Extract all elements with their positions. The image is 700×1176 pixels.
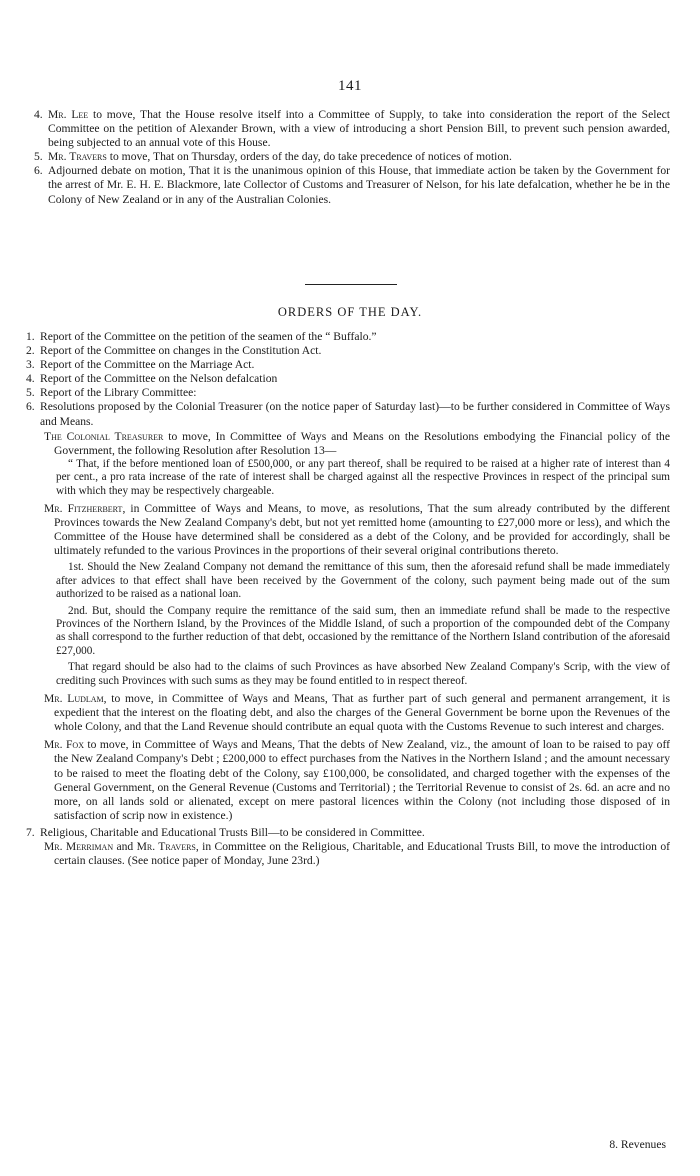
fitzherbert-motion: [26, 502, 670, 558]
order-number: 4.: [26, 372, 35, 386]
order-number: 3.: [26, 358, 35, 372]
notice-text: to move, That on Thursday, orders of the day, do take precedence of notices of motion.: [106, 150, 512, 164]
order-number: 5.: [26, 386, 35, 400]
member-name: Mr. Lee: [48, 108, 89, 121]
notice-item: [34, 150, 670, 164]
notice-number: 5.: [34, 150, 43, 164]
motion-text: , in Committee on the Religious, Charitable, and Educational Trusts Bill, to move the introduction of certain clauses. (See notice paper of Monday, June 23rd.): [54, 840, 670, 868]
treasurer-resolution-quote: “ That, if the before mentioned loan of £500,000, or any part thereof, shall be required to be raised at a higher rate of interest than 4 per cent., a pro rata increase of the rate of interest shall be charged against all the respective Provinces in respect of the principal sum with which they may be respectively chargeable.: [56, 457, 670, 497]
order-text: Report of the Committee on the Marriage Act.: [40, 358, 255, 372]
notice-number: 4.: [34, 108, 43, 121]
member-name: Mr. Travers: [48, 150, 107, 164]
page-number: 141: [338, 78, 362, 94]
treasurer-motion: [26, 430, 670, 458]
section-divider: [305, 284, 397, 285]
notice-number: 6.: [34, 164, 43, 178]
fitzherbert-clause-second: 2nd. But, should the Company require the remittance of the said sum, then an immediate refund shall be made to the respective Provinces of the Northern Island, by the Provinces of the Middle Island, of such a proportion of the compounded debt of the Company as shall correspond to the further reduction of that debt, occasioned by the remittance of the Northern Island contribution of the aforesaid £27,000.: [56, 604, 670, 657]
order-text: Report of the Library Committee:: [40, 386, 197, 400]
notice-item: [34, 108, 670, 150]
order-item: [26, 372, 670, 386]
member-name: Mr. Merriman: [44, 840, 114, 854]
motion-text: , in Committee of Ways and Means, to move, as resolutions, That the sum already contributed by the different Provinces towards the New Zealand Company's debt, but not yet remitted home (amounting to £27,000 more or less), and which the Committee of the House have determined shall be considered as a debt of the Colony, and be provided for accordingly, shall be ultimately refunded to the various Provinces in the proportions of their several original contributions thereto.: [54, 502, 670, 558]
order-item: [26, 344, 670, 358]
motion-text: to move, in Committee of Ways and Means, That the debts of New Zealand, viz., the amount of loan to be raised to pay off the New Zealand Company's Debt ; £200,000 to effect purchases from the Natives in the Northern Island ; and the amount necessary to be raised to meet the floating debt of the Colony, say £100,000, be consolidated, and charged together with the expenses of the General Government, on the General Revenue (Customs and Territorial) ; the Territorial Revenue to consist of 2s. 6d. an acre and no more, on all lands sold or alienated, except on mere pastoral licences within the Colony (not including those disposed of in satisfaction of scrip now in existence.): [54, 738, 670, 822]
order-text: Report of the Committee on changes in the Constitution Act.: [40, 344, 322, 358]
member-name: Mr. Ludlam: [44, 692, 104, 706]
order-number: 7.: [26, 825, 35, 839]
notice-text: Adjourned debate on motion, That it is the unanimous opinion of this House, that immediate action be taken by the Government for the arrest of Mr. E. H. E. Blackmore, late Collector of Customs and Treasurer of Nelson, for his late defalcation, whether he be in the Colony of New Zealand or in any of the Australian Colonies.: [48, 164, 670, 206]
order-number: 1.: [26, 330, 35, 343]
motion-text: , to move, in Committee of Ways and Means, That as further part of such general and permanent arrangement, it is expedient that the interest on the floating debt, and also the charges of the General Government be borne upon the Revenues of the whole Colony, and that the Land Revenue should contribute an equal quota with the Customs Revenue to such interest and charges.: [54, 692, 670, 734]
member-name: The Colonial Treasurer: [44, 429, 164, 443]
order-item: [26, 826, 670, 840]
order-item: [26, 386, 670, 400]
orders-heading: ORDERS OF THE DAY.: [277, 305, 423, 319]
orders-section: [26, 330, 670, 868]
fitzherbert-clause-third: That regard should be also had to the claims of such Provinces as have absorbed New Zealand Company's Scrip, with the view of crediting such Provinces with such sums as they may be found entitled to in respect thereof.: [56, 661, 670, 687]
member-name: Mr. Fitzherbert: [44, 502, 123, 516]
conjunction: and: [113, 840, 137, 854]
order-item: [26, 330, 670, 344]
order-item: [26, 400, 670, 428]
order-number: 6.: [26, 400, 35, 414]
order-text: Religious, Charitable and Educational Trusts Bill—to be considered in Committee.: [40, 825, 425, 839]
ludlam-motion: [26, 692, 670, 734]
fox-motion: [26, 738, 670, 823]
notice-item: [34, 164, 670, 206]
merriman-motion: [26, 840, 670, 868]
notices-section: [34, 108, 670, 207]
order-text: Resolutions proposed by the Colonial Treasurer (on the notice paper of Saturday last)—to be further considered in Committee of Ways and Means.: [40, 400, 670, 428]
catchword: 8. Revenues: [609, 1138, 666, 1151]
member-name: Mr. Travers: [136, 840, 196, 854]
notice-text: to move, That the House resolve itself into a Committee of Supply, to take into consideration the report of the Select Committee on the petition of Alexander Brown, with a view of introducing a short Pension Bill, to prevent such pension awarded, being subjected to an annual vote of this House.: [48, 108, 670, 150]
order-number: 2.: [26, 344, 35, 358]
motion-text: to move, In Committee of Ways and Means on the Resolutions embodying the Financial policy of the Government, the following Resolution after Resolution 13—: [54, 429, 670, 457]
order-text: Report of the Committee on the Nelson defalcation: [40, 372, 278, 386]
order-text: Report of the Committee on the petition of the seamen of the “ Buffalo.”: [40, 330, 377, 343]
fitzherbert-clause-first: 1st. Should the New Zealand Company not demand the remittance of this sum, then the aforesaid refund shall be made immediately after advices to that effect shall have been received by the Government of the colony, such payment being made out of the sum authorized to be raised as a national loan.: [56, 561, 670, 601]
order-item: [26, 358, 670, 372]
member-name: Mr. Fox: [44, 738, 84, 752]
